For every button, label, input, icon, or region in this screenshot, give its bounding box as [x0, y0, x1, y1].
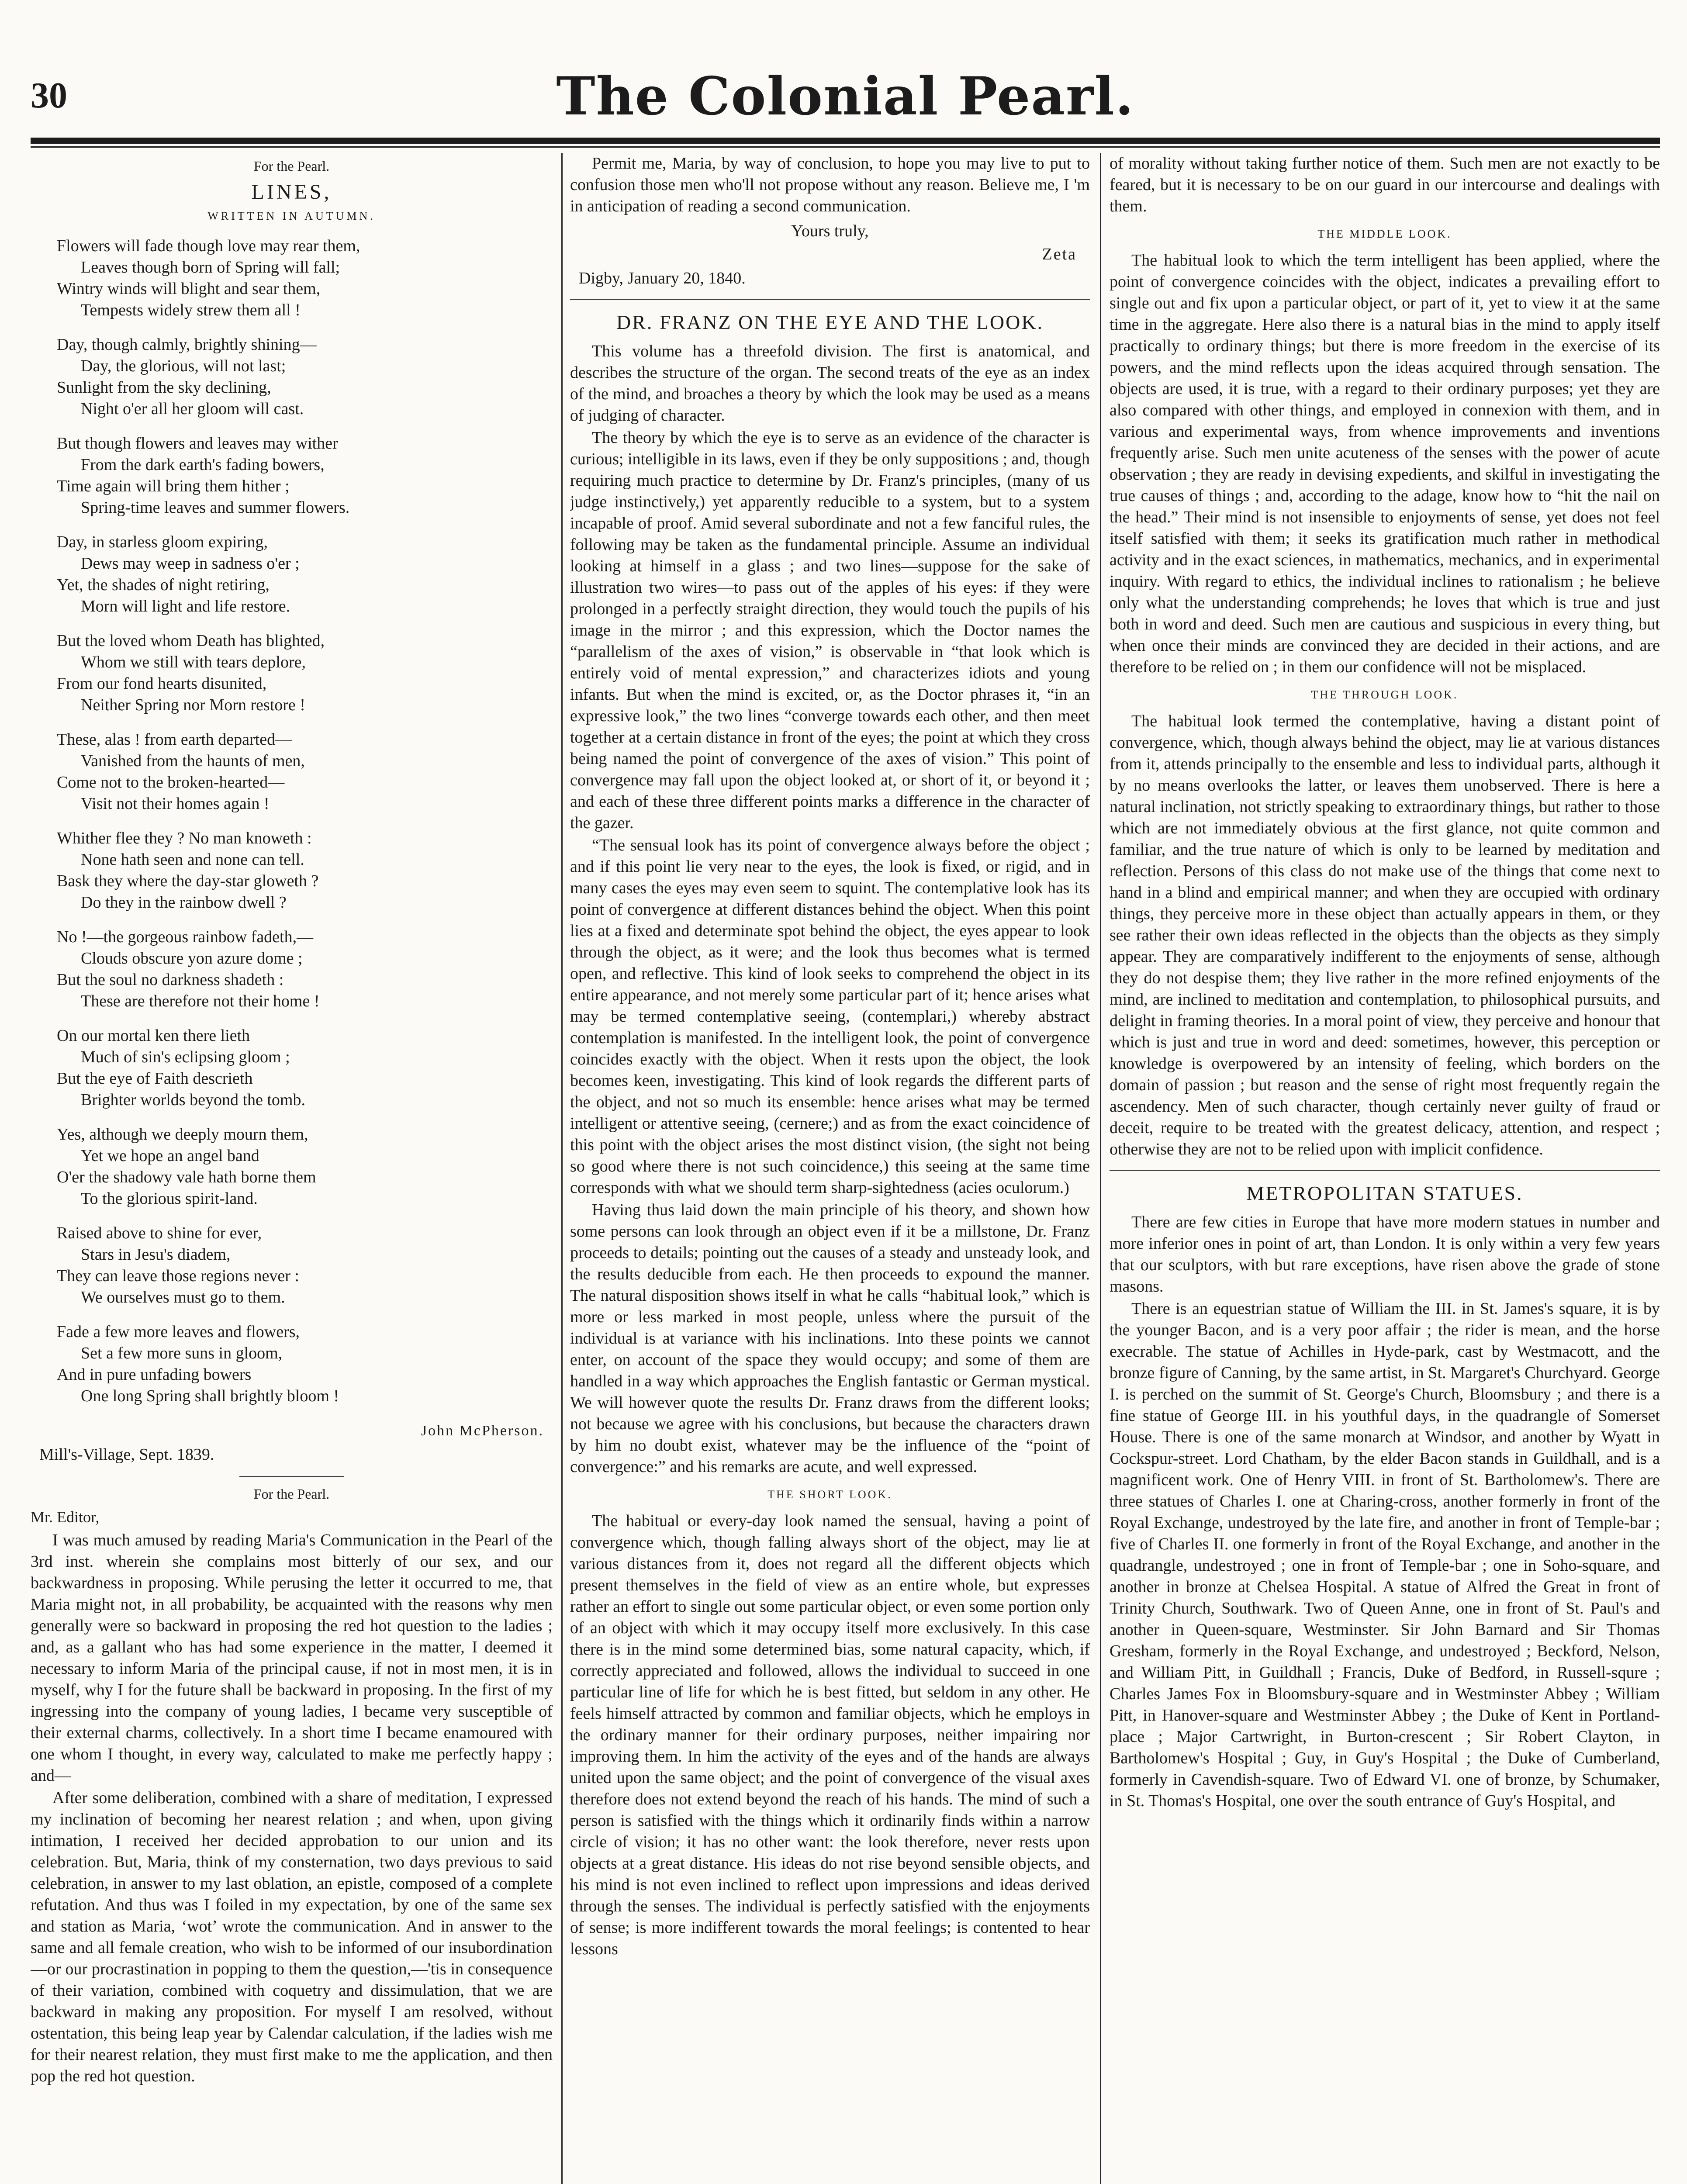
header-rule-thick: [31, 138, 1660, 144]
poem-line: Whither flee they ? No man knoweth :: [57, 829, 312, 847]
for-the-pearl-label: For the Pearl.: [253, 1486, 330, 1502]
poem-line: Sunlight from the sky declining,: [57, 378, 271, 397]
poem-line: We ourselves must go to them.: [81, 1288, 285, 1306]
poem-dateline: Mill's-Village, Sept. 1839.: [39, 1445, 214, 1464]
article-paragraph: The theory by which the eye is to serve as an evidence of the character is curious; intelligible in its laws, even if they be only suppositions ; and, though requiring much practice to determine by Dr. Franz's principles, (many of us judge instinctively,) yet apparently reducible to a system, but to a system incapable of proof. Amid several subordinate and not a few fanciful rules, the following may be taken as the fundamental principle. Assume an individual looking at himself in a glass ; and two lines—suppose for the sake of illustration two wires—to pass out of the apples of his eyes: if they were prolonged in a perfectly straight direction, they would touch the pupils of his image in the mirror ; and this expression, which the Doctor names the “parallelism of the axes of vision,” is observable in “that look which is entirely void of mental expression,” and characterizes idiots and young infants. But when the mind is excited, or, as the Doctor phrases it, “in an expressive look,” the two lines “converge towards each other, and then meet together at a certain distance in front of the eyes; the point at which they cross being named the point of convergence of the axes of vision.” This point of convergence may fall upon the object looked at, or short of it, or beyond it ; and each of these three different points marks a difference in the character of the gazer.: [570, 429, 1090, 832]
column-divider: [561, 153, 563, 2184]
column-divider: [1100, 153, 1101, 2184]
poem-line: Time again will bring them hither ;: [57, 477, 290, 495]
article-paragraph: “The sensual look has its point of convergence always before the object ; and if this point lie very near to the eyes, the look is fixed, or rigid, and in many cases the eyes may even seem to squint. The contemplative look has its point of convergence at different distances behind the object. When this point lies at a fixed and determinate spot behind the object, the eyes appear to look through the object, as it were; and the look thus becomes what is termed open, and reflective. This kind of look seeks to comprehend the object in its entire appearance, and not merely some particular part of it; hence arises what may be termed contemplative seeing, (contemplari,) whereby abstract contemplation is manifested. In the intelligent look, the point of convergence coincides exactly with the object. When it rests upon the object, the look becomes keen, investigating. This kind of look regards the different parts of the object, and not so much its ensemble: hence arises what may be termed intelligent or attentive seeing, (cernere;) and as from the exact coincidence of this point with the object arises the most distinct vision, (the sight not being so good where there is not such coincidence,) this seeing at the same time corresponds with what we should term sharp-sightedness (acies oculorum.): [570, 836, 1090, 1197]
poem-stanza: [57, 235, 553, 321]
article-title: DR. FRANZ ON THE EYE AND THE LOOK.: [616, 311, 1044, 333]
poem-author: John McPherson.: [421, 1423, 544, 1439]
poem-line: Day, the glorious, will not last;: [81, 357, 286, 375]
poem-line: On our mortal ken there lieth: [57, 1026, 250, 1045]
poem-line: Do they in the rainbow dwell ?: [81, 893, 287, 912]
section-divider: [570, 299, 1090, 300]
letter-closing: Yours truly,: [791, 222, 869, 240]
section-heading-through-look: THE THROUGH LOOK.: [1311, 688, 1459, 701]
poem-line: And in pure unfading bowers: [57, 1365, 252, 1384]
poem-line: Set a few more suns in gloom,: [81, 1344, 283, 1362]
poem-line: From the dark earth's fading bowers,: [81, 456, 325, 474]
poem-line: Wintry winds will blight and sear them,: [57, 280, 321, 298]
poem-line: They can leave those regions never :: [57, 1267, 299, 1285]
poem-stanza: [57, 1223, 553, 1308]
poem-line: From our fond hearts disunited,: [57, 674, 267, 693]
poem-line: Flowers will fade though love may rear them,: [57, 237, 360, 255]
poem-body: [31, 235, 553, 1407]
poem-line: Yet we hope an angel band: [81, 1147, 259, 1165]
poem-stanza: [57, 1124, 553, 1209]
section-divider: [1110, 1170, 1660, 1171]
poem-line: Whom we still with tears deplore,: [81, 653, 306, 671]
page-number: 30: [31, 75, 67, 116]
poem-line: Much of sin's eclipsing gloom ;: [81, 1048, 290, 1066]
section-heading-short-look: THE SHORT LOOK.: [767, 1488, 892, 1501]
column-3: [1110, 153, 1660, 2184]
section-divider: [239, 1476, 344, 1477]
header-rule-thin: [31, 146, 1660, 148]
article-paragraph: There is an equestrian statue of William the III. in St. James's square, it is by the younger Bacon, and is a very poor affair ; the rider is mean, and the horse execrable. The statue of Achilles in Hyde-park, cast by Westmacott, and the bronze figure of Canning, by the same artist, in St. Margaret's Churchyard. George I. is perched on the summit of St. George's Church, Bloomsbury ; and there is a fine statue of George III. in his youthful days, in the quadrangle of Somerset House. There is one of the same monarch at Windsor, and another by Wyatt in Cockspur-street. Lord Chatham, by the elder Bacon stands in Guildhall, and is a magnificent work. One of Henry VIII. in front of St. Bartholomew's. There are three statues of Charles I. one at Charing-cross, another formerly in front of the Royal Exchange, undestroyed by the late fire, and another in front of Temple-bar ; five of Charles II. one formerly in front of the Royal Exchange, and another in the quadrangle, undestroyed ; one in front of Temple-bar ; one in Soho-square, and another in bronze at Chelsea Hospital. A statue of Alfred the Great in front of Trinity Church, Southwark. Two of Queen Anne, one in front of St. Paul's and another in Queen-square, Westminster. Sir John Barnard and Sir Thomas Gresham, formerly in the Royal Exchange, and undestroyed ; Beckford, Nelson, and William Pitt, in Guildhall ; Francis, Duke of Bedford, in Russell-squre ; Charles James Fox in Bloomsbury-square and in Westminster Abbey ; William Pitt, in Hanover-square and Westminster Abbey ; the Duke of Kent in Portland-place ; Major Cartwright, in Burton-crescent ; Sir Robert Clayton, in Bartholomew's Hospital ; Guy, in Guy's Hospital ; the Duke of Cumberland, formerly in Cavendish-square. Two of Edward VI. one of bronze, by Schumaker, in St. Thomas's Hospital, one over the south entrance of Guy's Hospital, and: [1110, 1299, 1660, 1810]
poem-line: But the eye of Faith descrieth: [57, 1069, 253, 1088]
poem-line: Stars in Jesu's diadem,: [81, 1245, 231, 1264]
poem-line: Yes, although we deeply mourn them,: [57, 1125, 308, 1144]
poem-line: Fade a few more leaves and flowers,: [57, 1323, 300, 1341]
poem-line: Clouds obscure yon azure dome ;: [81, 949, 303, 968]
poem-line: These, alas ! from earth departed—: [57, 730, 292, 749]
poem-line: One long Spring shall brightly bloom !: [81, 1387, 339, 1405]
poem-line: O'er the shadowy vale hath borne them: [57, 1168, 316, 1186]
poem-stanza: [57, 630, 553, 716]
poem-line: Neither Spring nor Morn restore !: [81, 696, 305, 714]
poem-line: But the soul no darkness shadeth :: [57, 971, 284, 989]
poem-stanza: [57, 1321, 553, 1407]
poem-line: Day, in starless gloom expiring,: [57, 533, 268, 551]
poem-stanza: [57, 926, 553, 1012]
poem-line: Leaves though born of Spring will fall;: [81, 258, 340, 276]
poem-line: Spring-time leaves and summer flowers.: [81, 498, 350, 517]
article-paragraph: The habitual look to which the term intelligent has been applied, where the point of convergence coincides with the object, indicates a prevailing effort to single out and fix upon a particular object, or part of it, yet to view it at the same time in the aggregate. Here also there is a natural bias in the mind to apply itself practically to ordinary things; but there is more freedom in the exercise of its powers, and the mind reflects upon the ideas acquired through sensation. The objects are used, it is true, with a regard to their ordinary purposes; yet they are also compared with other things, and employed in connexion with them, and in various and experimental ways, from whence improvements and inventions frequently arise. Such men unite acuteness of the senses with the power of acute observation ; they are ready in devising expedients, and skilful in investigating the true causes of things ; and, according to the adage, know how to “hit the nail on the head.” Their mind is not insensible to enjoyments of sense, yet does not feel itself satisfied with them; it seeks its gratification much rather in methodical activity and in the exact sciences, in mathematics, mechanics, and in experimental inquiry. With regard to ethics, the individual inclines to rationalism ; he believe only what the understanding comprehends; he loves that which is true and just both in word and deed. Such men are cautious and suspicious in every thing, but when once their minds are convinced they are decided in their actions, and are therefore to be relied on ; in them our confidence will not be misplaced.: [1110, 251, 1660, 676]
poem-line: Raised above to shine for ever,: [57, 1224, 262, 1242]
poem-line: Come not to the broken-hearted—: [57, 773, 285, 791]
poem-title: LINES,: [251, 180, 332, 204]
letter-signature: Zeta: [1042, 245, 1077, 263]
poem-line: These are therefore not their home !: [81, 992, 320, 1010]
poem-line: No !—the gorgeous rainbow fadeth,—: [57, 928, 314, 946]
article-paragraph: The habitual look termed the contemplative, having a distant point of convergence, which, though always behind the object, may lie at various distances from it, attends principally to the ensemble and less to individual parts, although it by no means overlooks the latter, or leaves them unobserved. There is here a natural inclination, not strictly speaking to extraordinary things, but rather to those which are not immediately obvious at the first glance, not quite common and familiar, and the true nature of which is only to be learned by meditation and reflection. Persons of this class do not make use of the things that come next to hand in a blind and empirical manner; and when they are occupied with ordinary things, they perceive more in these object than actually appears in them, or they see rather their own ideas reflected in the objects than the objects as they simply appear. They are comparatively indifferent to the enjoyments of sense, although they do not despise them; they live rather in the more refined enjoyments of the mind, are inclined to meditation and contemplation, to philosophical pursuits, and delight in framing theories. In a moral point of view, they perceive and honour that which is just and true in word and deed: sometimes, however, this perception or knowledge is overpowered by an intensity of feeling, which borders on the domain of passion ; but reason and the sense of right most frequently regain the ascendency. Men of such character, though certainly never guilty of fraud or deceit, require to be treated with the greatest delicacy, attention, and respect ; otherwise they are not to be relied upon with implicit confidence.: [1110, 712, 1660, 1158]
letter-paragraph: Permit me, Maria, by way of conclusion, to hope you may live to put to confusion those men who'll not propose without any reason. Believe me, I 'm in anticipation of reading a second communication.: [570, 154, 1090, 215]
column-2: [570, 153, 1090, 2184]
poem-stanza: [57, 334, 553, 420]
letter-paragraph: I was much amused by reading Maria's Communication in the Pearl of the 3rd inst. wherein she complains most bitterly of our sex, and our backwardness in proposing. While perusing the letter it occurred to me, that Maria might not, in all probability, be acquainted with the reasons why men generally were so backward in proposing the red hot question to the ladies ; and, as a gallant who has had some experience in the matter, I deemed it necessary to inform Maria of the principal cause, if not in most men, it is in myself, why I for the future shall be backward in proposing. In the first of my ingressing into the company of young ladies, I became very susceptible of their external charms, collectively. In a short time I became enamoured with one whom I thought, in every way, calculated to make me perfectly happy ; and—: [31, 1531, 553, 1785]
poem-stanza: [57, 729, 553, 815]
poem-line: Vanished from the haunts of men,: [81, 752, 305, 770]
letter-dateline: Digby, January 20, 1840.: [579, 269, 746, 287]
for-the-pearl-label: For the Pearl.: [253, 158, 330, 174]
article-title: METROPOLITAN STATUES.: [1246, 1182, 1523, 1204]
poem-line: Bask they where the day-star gloweth ?: [57, 872, 319, 890]
poem-stanza: [57, 433, 553, 518]
poem-stanza: [57, 1025, 553, 1111]
page-header: [31, 66, 1660, 135]
poem-line: To the glorious spirit-land.: [81, 1189, 258, 1208]
poem-line: Yet, the shades of night retiring,: [57, 576, 270, 594]
poem-line: Visit not their homes again !: [81, 795, 270, 813]
masthead-title: The Colonial Pearl.: [556, 66, 1134, 127]
column-1: [31, 153, 553, 2184]
article-paragraph: The habitual or every-day look named the sensual, having a point of convergence which, though falling always short of the object, may lie at various distances from it, does not regard all the different objects which present themselves in the field of view as an entire whole, but expresses rather an effort to single out some particular object, or even some portion only of an object with which it may occupy itself more exclusively. In this case there is in the mind some determined bias, some natural capacity, which, if correctly appreciated and followed, allows the individual to succeed in one particular line of life for which he is best fitted, but seldom in any other. He feels himself attracted by common and familiar objects, which he employs in the ordinary manner for their ordinary purposes, neither impairing nor improving them. In him the activity of the eyes and of the hands are always united upon the same object; and the point of convergence of the visual axes therefore does not extend beyond the reach of his hands. The mind of such a person is satisfied with the things which it ordinarily finds within a narrow circle of vision; it has no other want: the look therefore, never rests upon objects at a great distance. His ideas do not rise beyond sensible objects, and his mind is not even inclined to reflect upon impressions and ideas derived through the senses. The individual is perfectly satisfied with the enjoyments of sense; is more indifferent towards the moral feelings; is contented to hear lessons: [570, 1512, 1090, 1958]
poem-line: Morn will light and life restore.: [81, 597, 290, 615]
poem-subtitle: WRITTEN IN AUTUMN.: [207, 210, 376, 222]
poem-line: Brighter worlds beyond the tomb.: [81, 1091, 305, 1109]
article-paragraph: of morality without taking further notice of them. Such men are not exactly to be feared, but it is necessary to be on our guard in our intercourse and dealings with them.: [1110, 154, 1660, 215]
poem-stanza: [57, 532, 553, 617]
letter-salutation: Mr. Editor,: [31, 1508, 100, 1526]
poem-line: Night o'er all her gloom will cast.: [81, 400, 304, 418]
poem-line: But the loved whom Death has blighted,: [57, 632, 325, 650]
article-paragraph: This volume has a threefold division. The first is anatomical, and describes the structure of the organ. The second treats of the eye as an index of the mind, and broaches a theory by which the look may be used as a means of judging of character.: [570, 342, 1090, 425]
poem-stanza: [57, 828, 553, 913]
article-paragraph: There are few cities in Europe that have more modern statues in number and more inferior ones in point of art, than London. It is only within a very few years that our sculptors, with but rare exceptions, have risen above the grade of stone masons.: [1110, 1213, 1660, 1296]
poem-line: Day, though calmly, brightly shining—: [57, 335, 317, 354]
article-paragraph: Having thus laid down the main principle of his theory, and shown how some persons can look through an object even if it be a millstone, Dr. Franz proceeds to details; pointing out the causes of a steady and unsteady look, and the results deducible from each. He then proceeds to expound the manner. The natural disposition shows itself in what he calls “habitual look,” which is more or less marked in most people, unless where the pursuit of the individual is at variance with his inclinations. Into these points we cannot enter, on account of the space they would occupy; and some of them are handled in a way which approaches the English fantastic or German mystical. We will however quote the results Dr. Franz draws from the different looks; not because we agree with his conclusions, but because the characters drawn by him no doubt exist, whatever may be the influence of the “point of convergence:” and his remarks are acute, and well expressed.: [570, 1201, 1090, 1476]
poem-line: Tempests widely strew them all !: [81, 301, 301, 319]
poem-line: None hath seen and none can tell.: [81, 850, 304, 869]
poem-line: Dews may weep in sadness o'er ;: [81, 554, 300, 573]
poem-line: But though flowers and leaves may wither: [57, 434, 338, 453]
letter-paragraph: After some deliberation, combined with a share of meditation, I expressed my inclination of becoming her nearest relation ; and when, upon giving intimation, I received her decided approbation to our union and its celebration. But, Maria, think of my consternation, two days previous to said celebration, in answer to my last oblation, an epistle, composed of a complete refutation. And thus was I foiled in my expectation, by one of the same sex and station as Maria, ‘wot’ wrote the communication. And in answer to the same and all female creation, who wish to be informed of our insubordination—or our procrastination in popping to them the question,—'tis in consequence of their variation, combined with coquetry and dissimulation, that we are backward in making any proposition. For myself I am resolved, without ostentation, this being leap year by Calendar calculation, if the ladies wish me for their nearest relation, they must first make to me the application, and then pop the red hot question.: [31, 1789, 553, 2085]
section-heading-middle-look: THE MIDDLE LOOK.: [1317, 228, 1452, 240]
